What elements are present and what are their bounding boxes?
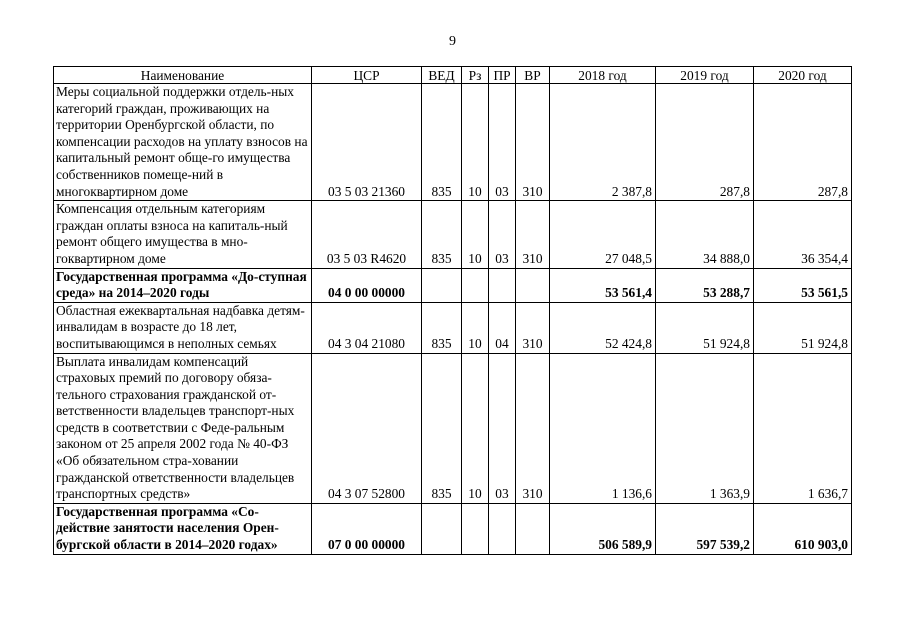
row-rz	[462, 503, 489, 554]
header-pr: ПР	[489, 67, 516, 84]
row-2020: 610 903,0	[754, 503, 852, 554]
row-rz: 10	[462, 302, 489, 353]
row-name: Государственная программа «До-ступная среда» на 2014–2020 годы	[54, 268, 312, 302]
row-pr	[489, 503, 516, 554]
row-rz: 10	[462, 201, 489, 268]
row-csr: 04 3 07 52800	[312, 353, 422, 503]
header-2019: 2019 год	[656, 67, 754, 84]
row-csr: 03 5 03 21360	[312, 84, 422, 201]
header-csr: ЦСР	[312, 67, 422, 84]
row-2019: 34 888,0	[656, 201, 754, 268]
row-csr: 03 5 03 R4620	[312, 201, 422, 268]
row-vr	[516, 503, 550, 554]
row-2020: 1 636,7	[754, 353, 852, 503]
row-2019: 287,8	[656, 84, 754, 201]
header-2018: 2018 год	[550, 67, 656, 84]
table-row	[54, 353, 852, 503]
row-2020: 287,8	[754, 84, 852, 201]
row-pr	[489, 268, 516, 302]
table-row	[54, 302, 852, 353]
row-vr: 310	[516, 201, 550, 268]
row-vr: 310	[516, 84, 550, 201]
table-row	[54, 84, 852, 201]
row-2019: 51 924,8	[656, 302, 754, 353]
row-name: Областная ежеквартальная надбавка детям-инвалидам в возрасте до 18 лет, воспитывающимся в неполных семьях	[54, 302, 312, 353]
header-2020: 2020 год	[754, 67, 852, 84]
row-2019: 597 539,2	[656, 503, 754, 554]
row-ved	[422, 503, 462, 554]
row-2018: 53 561,4	[550, 268, 656, 302]
row-pr: 04	[489, 302, 516, 353]
row-vr: 310	[516, 353, 550, 503]
page-number: 9	[449, 34, 456, 49]
row-csr: 07 0 00 00000	[312, 503, 422, 554]
row-2020: 53 561,5	[754, 268, 852, 302]
header-vr: ВР	[516, 67, 550, 84]
row-name: Государственная программа «Со-действие занятости населения Орен-бургской области в 2014–2020 годах»	[54, 503, 312, 554]
row-ved: 835	[422, 302, 462, 353]
row-2019: 53 288,7	[656, 268, 754, 302]
row-name: Меры социальной поддержки отдель-ных категорий граждан, проживающих на территории Оренбургской области, по компенсации расходов на уплату взносов на капитальный ремонт обще-го имущества собственников помеще-ний в многоквартирном доме	[54, 84, 312, 201]
row-2019: 1 363,9	[656, 353, 754, 503]
row-pr: 03	[489, 201, 516, 268]
row-name: Компенсация отдельным категориям граждан оплаты взноса на капиталь-ный ремонт общего имущества в мно-гоквартирном доме	[54, 201, 312, 268]
table-row	[54, 201, 852, 268]
row-rz: 10	[462, 84, 489, 201]
row-pr: 03	[489, 84, 516, 201]
header-rz: Рз	[462, 67, 489, 84]
row-rz	[462, 268, 489, 302]
row-2018: 1 136,6	[550, 353, 656, 503]
budget-table	[53, 66, 852, 555]
table-header-row	[54, 67, 852, 84]
row-rz: 10	[462, 353, 489, 503]
row-2020: 36 354,4	[754, 201, 852, 268]
row-vr: 310	[516, 302, 550, 353]
row-vr	[516, 268, 550, 302]
row-2018: 27 048,5	[550, 201, 656, 268]
row-ved: 835	[422, 84, 462, 201]
row-pr: 03	[489, 353, 516, 503]
row-csr: 04 0 00 00000	[312, 268, 422, 302]
row-ved	[422, 268, 462, 302]
table-row-program	[54, 503, 852, 554]
row-2018: 2 387,8	[550, 84, 656, 201]
row-ved: 835	[422, 353, 462, 503]
header-ved: ВЕД	[422, 67, 462, 84]
row-2018: 52 424,8	[550, 302, 656, 353]
row-name: Выплата инвалидам компенсаций страховых премий по договору обяза-тельного страхования гражданской от-ветственности владельцев транспорт-ных средств в соответствии с Феде-ральным законом от 25 апреля 2002 года № 40-ФЗ «Об обязательном стра-ховании гражданской ответственности владельцев транспортных средств»	[54, 353, 312, 503]
row-2020: 51 924,8	[754, 302, 852, 353]
row-ved: 835	[422, 201, 462, 268]
row-csr: 04 3 04 21080	[312, 302, 422, 353]
header-name: Наименование	[54, 67, 312, 84]
table-row-program	[54, 268, 852, 302]
row-2018: 506 589,9	[550, 503, 656, 554]
